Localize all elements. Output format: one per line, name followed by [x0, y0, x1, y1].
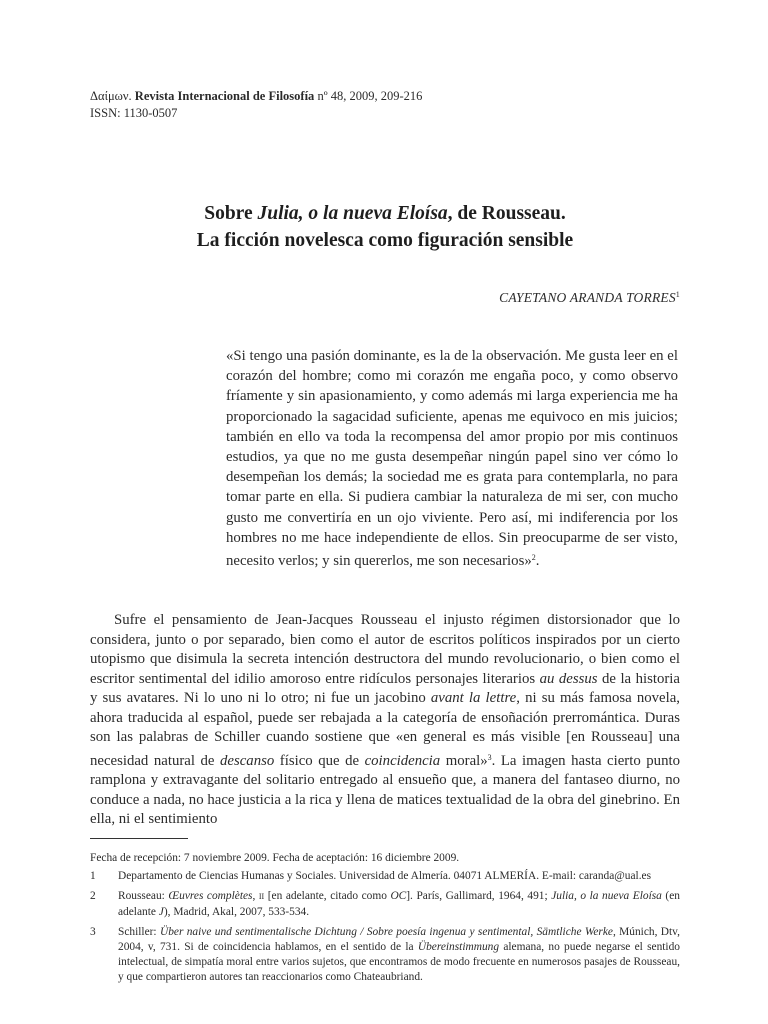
epigraph-quote: «Si tengo una pasión dominante, es la de la observación. Me gusta leer en el corazón del hombre; como mi corazón me engaña poco, y como observo fríamente y sin apasionamiento, y como además mi larga experiencia me ha proporcionado la sagacidad suficiente, apenas me equivoco en mis juicios; también en ello va toda la recompensa del amor propio por mis continuos estudios, ya que no me gusta desempeñar ningún papel sino ver cómo lo desempeñan los demás; la sociedad me es grata para contemplarla, no para tomar parte en ella. Si pudiera cambiar la naturaleza de mi ser, con mucho gusto me convertiría en un ojo viviente. Pero así, mi indiferencia por los hombres no me hace independiente de ellos. Sin preocuparme de ser visto, necesito verlos; y sin quererlos, me son necesarios»$^2$. [226, 348, 678, 570]
journal-citation [90, 88, 422, 105]
journal-issue: nº 48, 2009, 209-216 [317, 89, 423, 103]
reception-dates: Fecha de recepción: 7 noviembre 2009. Fecha de aceptación: 16 diciembre 2009. [90, 852, 460, 864]
title-line-2: La ficción novelesca como figuración sensible [196, 230, 574, 251]
body-paragraph: Sufre el pensamiento de Jean-Jacques Rousseau el injusto régimen distorsionador que lo considera, junto o por separado, bien como el autor de escritos políticos inspirados por un cierto utopismo que disimula la secreta intención destructora del mundo revolucionario, o bien como el escritor sentimental del idilio amoroso entre ridículos personajes literarios au dessus de la historia y sus avatares. Ni lo uno ni lo otro; ni fue un jacobino avant la lettre, ni su más famosa novela, ahora traducida al español, puede ser rebajada a la categoría de ensoñación prerromántica. Duras son las palabras de Schiller cuando sostiene que «en general es más visible [en Rousseau] una necesidad natural de descanso físico que de coincidencia moral»$^3$. La imagen hasta cierto punto ramplona y extravagante del solitario entregado al ensueño que, a manera del fantaseo diurno, no conduce a nada, no hace justicia a la rica y llena de matices textualidad de la obra del ginebrino. En ella, ni el sentimiento [90, 612, 680, 827]
footnotes [90, 851, 680, 991]
footnote-ref-2: 2 [531, 553, 536, 563]
article-page [90, 0, 680, 1024]
footnote-1: 1 Departamento de Ciencias Humanas y Sociales. Universidad de Almería. 04071 ALMERÍA. E-mail: caranda@ual.es [90, 870, 652, 883]
footnote-divider [90, 838, 188, 839]
article-title [90, 200, 680, 254]
footnote-3: 3 Schiller: Über naive und sentimentalische Dichtung / Sobre poesía ingenua y sentimental, Sämtliche Werke, Múnich, Dtv, 2004, v, 731. Si de coincidencia hablamos, en el sentido de la Übereinstimmung alemana, no puede negarse el sentido intelectual, de simpatía moral entre varios sujetos, que encontramos de modo frecuente en numerosos pasajes de Rousseau, y que compartieron autores tan reaccionarios como Chateaubriand. [90, 925, 680, 984]
journal-header [90, 88, 422, 122]
footnote-2: 2 Rousseau: Œuvres complètes, ii [en adelante, citado como OC]. París, Gallimard, 1964, 491; Julia, o la nueva Eloísa (en adelante J), Madrid, Akal, 2007, 533-534. [90, 890, 680, 918]
journal-issn: ISSN: 1130-0507 [90, 106, 178, 120]
footnote-ref-1: 1 [675, 290, 680, 299]
journal-name: Revista Internacional de Filosofía [134, 89, 315, 103]
footnote-ref-3: 3 [487, 752, 492, 762]
title-line-1: Sobre Julia, o la nueva Eloísa, de Rousseau. [204, 203, 566, 224]
author-name: CAYETANO ARANDA TORRES$^1$ [499, 290, 680, 305]
journal-greek-name: Δαίμων. [90, 89, 132, 103]
title-novel-name: Julia, o la nueva Eloísa [257, 203, 448, 224]
